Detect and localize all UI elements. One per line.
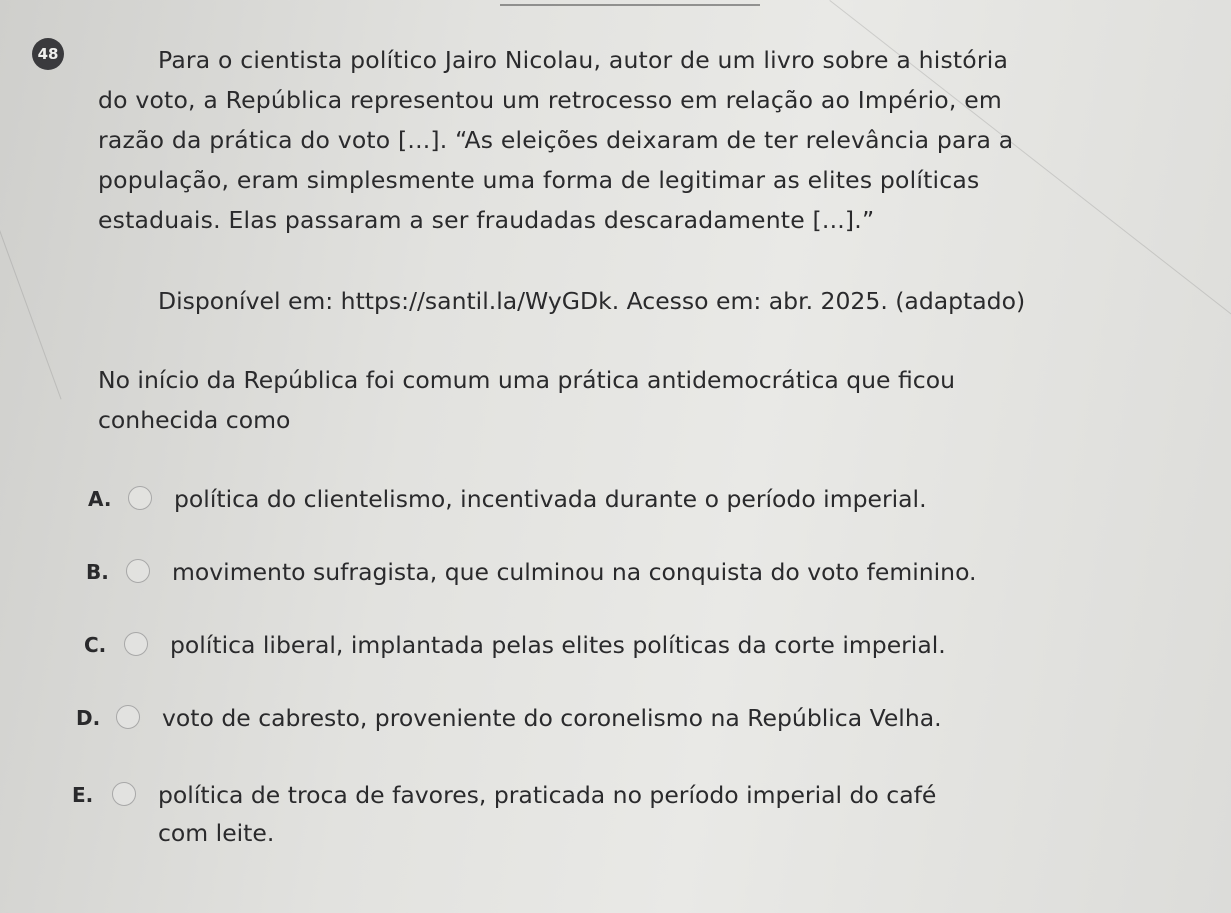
radio-button[interactable]: [126, 559, 150, 583]
stem-line: conhecida como: [98, 406, 291, 434]
question-text-line: estaduais. Elas passaram a ser fraudadas descaradamente [...].”: [98, 206, 875, 234]
option-text: voto de cabresto, proveniente do coronelismo na República Velha.: [162, 704, 942, 732]
option-text: política de troca de favores, praticada no período imperial do café: [158, 781, 937, 809]
paper-crease: [0, 230, 62, 399]
question-text-line: Para o cientista político Jairo Nicolau, autor de um livro sobre a história: [158, 46, 1009, 74]
question-text-line: razão da prática do voto [...]. “As eleições deixaram de ter relevância para a: [98, 126, 1014, 154]
option-letter: A.: [88, 487, 112, 511]
radio-button[interactable]: [124, 632, 148, 656]
source-citation: Disponível em: https://santil.la/WyGDk. Acesso em: abr. 2025. (adaptado): [158, 287, 1026, 315]
question-text-line: população, eram simplesmente uma forma de legitimar as elites políticas: [98, 166, 980, 194]
option-text: com leite.: [158, 819, 275, 847]
option-letter: E.: [72, 783, 94, 807]
question-stem: [98, 360, 955, 440]
option-b[interactable]: [86, 553, 977, 591]
option-letter: C.: [84, 633, 107, 657]
option-text: política do clientelismo, incentivada durante o período imperial.: [174, 485, 927, 513]
option-letter: B.: [86, 560, 109, 584]
option-a[interactable]: [88, 480, 927, 518]
stem-line: No início da República foi comum uma prática antidemocrática que ficou: [98, 366, 955, 394]
option-letter: D.: [76, 706, 101, 730]
option-c[interactable]: [84, 626, 946, 664]
option-e[interactable]: [72, 776, 936, 852]
radio-button[interactable]: [116, 705, 140, 729]
radio-button[interactable]: [128, 486, 152, 510]
question-text: [98, 40, 1013, 240]
question-number-badge: 48: [32, 38, 64, 70]
option-text: política liberal, implantada pelas elites políticas da corte imperial.: [170, 631, 946, 659]
option-text: movimento sufragista, que culminou na conquista do voto feminino.: [172, 558, 977, 586]
paper-crease: [500, 4, 760, 6]
radio-button[interactable]: [112, 782, 136, 806]
question-text-line: do voto, a República representou um retrocesso em relação ao Império, em: [98, 86, 1002, 114]
option-text-wrap: [158, 776, 936, 852]
option-d[interactable]: [76, 699, 942, 737]
